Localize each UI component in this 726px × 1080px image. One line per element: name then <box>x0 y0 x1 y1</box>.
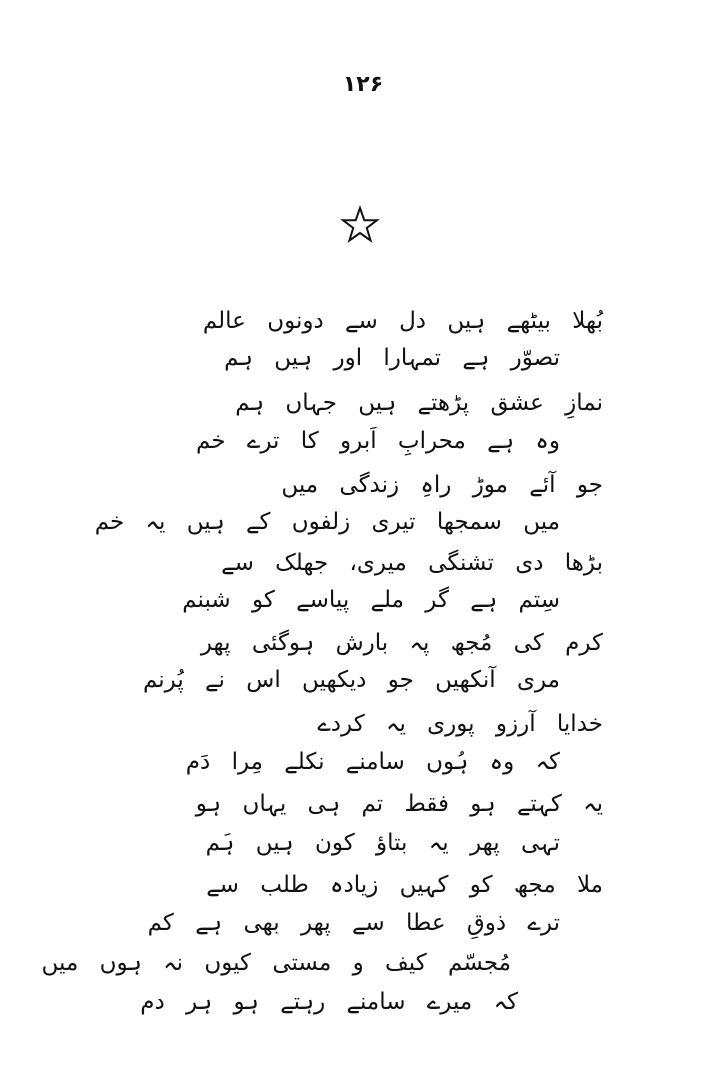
verse-line: میں سمجھا تیری زلفوں کے ہیں یہ خم <box>94 509 560 535</box>
verse-line: سِتم ہے گر ملے پیاسے کو شبنم <box>182 587 560 613</box>
verse-line: خدایا آرزو پوری یہ کردے <box>317 711 603 737</box>
verse-line: تہی پھر یہ بتاؤ کون ہیں ہَم <box>205 830 560 856</box>
verse-line: جو آئے موڑ راہِ زندگی میں <box>281 472 603 498</box>
verse-line: بڑھا دی تشنگی میری، جھلک سے <box>221 550 603 576</box>
verse-line: تصوّر ہے تمہارا اور ہیں ہم <box>224 345 560 371</box>
verse-line: ملا مجھ کو کہیں زیادہ طلب سے <box>206 872 603 898</box>
verse-line: کرم کی مُجھ پہ بارش ہوگئی پھر <box>200 630 603 656</box>
star-outline-icon <box>340 205 380 245</box>
verse-line: ترے ذوقِ عطا سے پھر بھی ہے کم <box>147 910 560 936</box>
page-number: ۱۲۶ <box>342 72 384 97</box>
verse-line: کہ میرے سامنے رہتے ہو ہر دم <box>140 989 518 1015</box>
verse-line: نمازِ عشق پڑھتے ہیں جہاں ہم <box>235 390 603 416</box>
verse-line: بُھلا بیٹھے ہیں دل سے دونوں عالم <box>202 308 603 334</box>
verse-line: مُجسّم کیف و مستی کیوں نہ ہوں میں <box>41 950 511 976</box>
verse-line: وہ ہے محرابِ اَبرو کا ترے خم <box>196 428 560 454</box>
verse-line: مری آنکھیں جو دیکھیں اس نے پُرنم <box>142 667 560 693</box>
verse-line: کہ وہ ہُوں سامنے نکلے مِرا دَم <box>185 749 560 775</box>
verse-line: یہ کہتے ہو فقط تم ہی یہاں ہو <box>195 791 603 817</box>
